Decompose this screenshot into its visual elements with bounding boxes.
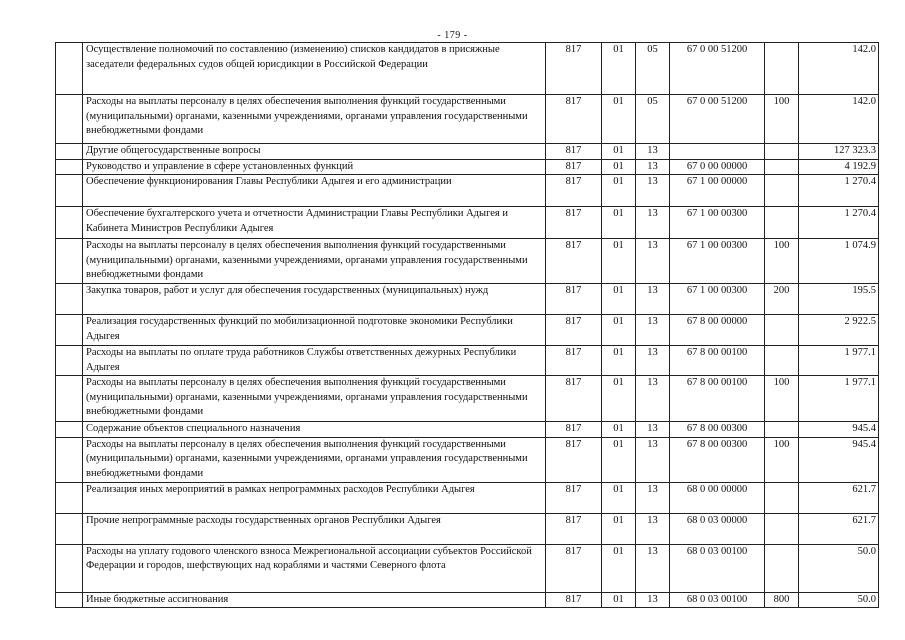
target-article-code: 67 8 00 00300 bbox=[670, 437, 765, 482]
ministry-code: 817 bbox=[546, 346, 602, 376]
page-number: - 179 - bbox=[437, 30, 468, 41]
subsection-code: 13 bbox=[636, 175, 670, 207]
section-code: 01 bbox=[602, 207, 636, 239]
target-article-code bbox=[670, 144, 765, 160]
row-blank-cell bbox=[56, 513, 83, 544]
amount-value: 1 977.1 bbox=[799, 346, 879, 376]
expense-type-code bbox=[765, 482, 799, 513]
table-row bbox=[56, 437, 879, 482]
expense-name: Иные бюджетные ассигнования bbox=[83, 592, 546, 608]
row-blank-cell bbox=[56, 43, 83, 95]
expense-name: Прочие непрограммные расходы государственных органов Республики Адыгея bbox=[83, 513, 546, 544]
expense-type-code bbox=[765, 544, 799, 592]
target-article-code: 67 0 00 51200 bbox=[670, 43, 765, 95]
row-blank-cell bbox=[56, 346, 83, 376]
amount-value: 142.0 bbox=[799, 95, 879, 144]
amount-value: 621.7 bbox=[799, 513, 879, 544]
amount-value: 945.4 bbox=[799, 422, 879, 438]
table-row bbox=[56, 144, 879, 160]
section-code: 01 bbox=[602, 95, 636, 144]
table-row bbox=[56, 376, 879, 422]
expense-type-code: 100 bbox=[765, 376, 799, 422]
section-code: 01 bbox=[602, 592, 636, 608]
amount-value: 621.7 bbox=[799, 482, 879, 513]
table-row bbox=[56, 544, 879, 592]
row-blank-cell bbox=[56, 437, 83, 482]
subsection-code: 13 bbox=[636, 513, 670, 544]
amount-value: 50.0 bbox=[799, 544, 879, 592]
section-code: 01 bbox=[602, 544, 636, 592]
amount-value: 50.0 bbox=[799, 592, 879, 608]
expense-type-code bbox=[765, 513, 799, 544]
ministry-code: 817 bbox=[546, 144, 602, 160]
row-blank-cell bbox=[56, 544, 83, 592]
section-code: 01 bbox=[602, 284, 636, 315]
amount-value: 1 270.4 bbox=[799, 207, 879, 239]
target-article-code: 68 0 03 00000 bbox=[670, 513, 765, 544]
amount-value: 127 323.3 bbox=[799, 144, 879, 160]
row-blank-cell bbox=[56, 175, 83, 207]
target-article-code: 68 0 03 00100 bbox=[670, 592, 765, 608]
subsection-code: 13 bbox=[636, 376, 670, 422]
subsection-code: 13 bbox=[636, 144, 670, 160]
row-blank-cell bbox=[56, 239, 83, 284]
section-code: 01 bbox=[602, 159, 636, 175]
subsection-code: 13 bbox=[636, 315, 670, 346]
expense-type-code bbox=[765, 207, 799, 239]
ministry-code: 817 bbox=[546, 175, 602, 207]
amount-value: 1 270.4 bbox=[799, 175, 879, 207]
ministry-code: 817 bbox=[546, 422, 602, 438]
amount-value: 1 074.9 bbox=[799, 239, 879, 284]
section-code: 01 bbox=[602, 239, 636, 284]
row-blank-cell bbox=[56, 482, 83, 513]
subsection-code: 13 bbox=[636, 422, 670, 438]
row-blank-cell bbox=[56, 207, 83, 239]
ministry-code: 817 bbox=[546, 482, 602, 513]
expense-name: Реализация государственных функций по мобилизационной подготовке экономики Республики Адыгея bbox=[83, 315, 546, 346]
table-row bbox=[56, 159, 879, 175]
expense-type-code bbox=[765, 159, 799, 175]
subsection-code: 13 bbox=[636, 207, 670, 239]
target-article-code: 68 0 03 00100 bbox=[670, 544, 765, 592]
ministry-code: 817 bbox=[546, 592, 602, 608]
subsection-code: 05 bbox=[636, 43, 670, 95]
amount-value: 195.5 bbox=[799, 284, 879, 315]
table-row bbox=[56, 175, 879, 207]
expense-name: Закупка товаров, работ и услуг для обеспечения государственных (муниципальных) нужд bbox=[83, 284, 546, 315]
table-body bbox=[56, 43, 879, 608]
ministry-code: 817 bbox=[546, 376, 602, 422]
expense-name: Осуществление полномочий по составлению (изменению) списков кандидатов в присяжные заседатели федеральных судов общей юрисдикции в Российской Федерации bbox=[83, 43, 546, 95]
row-blank-cell bbox=[56, 284, 83, 315]
target-article-code: 67 8 00 00100 bbox=[670, 346, 765, 376]
expense-type-code bbox=[765, 346, 799, 376]
target-article-code: 67 8 00 00100 bbox=[670, 376, 765, 422]
section-code: 01 bbox=[602, 43, 636, 95]
expense-name: Обеспечение функционирования Главы Республики Адыгея и его администрации bbox=[83, 175, 546, 207]
subsection-code: 13 bbox=[636, 159, 670, 175]
table-row bbox=[56, 95, 879, 144]
target-article-code: 67 0 00 51200 bbox=[670, 95, 765, 144]
amount-value: 945.4 bbox=[799, 437, 879, 482]
target-article-code: 67 1 00 00300 bbox=[670, 239, 765, 284]
expense-name: Расходы на выплаты персоналу в целях обеспечения выполнения функций государственными (муниципальными) органами, казенными учреждениями, органами управления государственными внебюджетными фондами bbox=[83, 437, 546, 482]
section-code: 01 bbox=[602, 144, 636, 160]
amount-value: 4 192.9 bbox=[799, 159, 879, 175]
ministry-code: 817 bbox=[546, 207, 602, 239]
table-row bbox=[56, 346, 879, 376]
expense-type-code: 800 bbox=[765, 592, 799, 608]
target-article-code: 67 1 00 00000 bbox=[670, 175, 765, 207]
table-row bbox=[56, 315, 879, 346]
expense-name: Руководство и управление в сфере установленных функций bbox=[83, 159, 546, 175]
section-code: 01 bbox=[602, 482, 636, 513]
subsection-code: 13 bbox=[636, 482, 670, 513]
table-row bbox=[56, 239, 879, 284]
section-code: 01 bbox=[602, 315, 636, 346]
ministry-code: 817 bbox=[546, 544, 602, 592]
ministry-code: 817 bbox=[546, 513, 602, 544]
target-article-code: 67 8 00 00300 bbox=[670, 422, 765, 438]
section-code: 01 bbox=[602, 422, 636, 438]
section-code: 01 bbox=[602, 346, 636, 376]
row-blank-cell bbox=[56, 376, 83, 422]
ministry-code: 817 bbox=[546, 43, 602, 95]
ministry-code: 817 bbox=[546, 159, 602, 175]
ministry-code: 817 bbox=[546, 284, 602, 315]
table-row bbox=[56, 513, 879, 544]
expense-type-code: 100 bbox=[765, 437, 799, 482]
expense-name: Расходы на выплаты персоналу в целях обеспечения выполнения функций государственными (муниципальными) органами, казенными учреждениями, органами управления государственными внебюджетными фондами bbox=[83, 95, 546, 144]
expense-type-code: 200 bbox=[765, 284, 799, 315]
expense-name: Другие общегосударственные вопросы bbox=[83, 144, 546, 160]
amount-value: 1 977.1 bbox=[799, 376, 879, 422]
expense-name: Содержание объектов специального назначения bbox=[83, 422, 546, 438]
table-row bbox=[56, 422, 879, 438]
row-blank-cell bbox=[56, 159, 83, 175]
table-row bbox=[56, 43, 879, 95]
subsection-code: 13 bbox=[636, 239, 670, 284]
table-row bbox=[56, 482, 879, 513]
target-article-code: 67 1 00 00300 bbox=[670, 207, 765, 239]
row-blank-cell bbox=[56, 422, 83, 438]
expense-name: Расходы на уплату годового членского взноса Межрегиональной ассоциации субъектов Российской Федерации и городов, шефствующих над кораблями и частями Северного флота bbox=[83, 544, 546, 592]
table-row bbox=[56, 207, 879, 239]
expense-type-code bbox=[765, 422, 799, 438]
expense-name: Расходы на выплаты персоналу в целях обеспечения выполнения функций государственными (муниципальными) органами, казенными учреждениями, органами управления государственными внебюджетными фондами bbox=[83, 239, 546, 284]
expense-name: Расходы на выплаты по оплате труда работников Службы ответственных дежурных Республики Адыгея bbox=[83, 346, 546, 376]
row-blank-cell bbox=[56, 144, 83, 160]
expense-type-code bbox=[765, 43, 799, 95]
target-article-code: 68 0 00 00000 bbox=[670, 482, 765, 513]
subsection-code: 13 bbox=[636, 437, 670, 482]
amount-value: 142.0 bbox=[799, 43, 879, 95]
section-code: 01 bbox=[602, 175, 636, 207]
row-blank-cell bbox=[56, 315, 83, 346]
expense-name: Расходы на выплаты персоналу в целях обеспечения выполнения функций государственными (муниципальными) органами, казенными учреждениями, органами управления государственными внебюджетными фондами bbox=[83, 376, 546, 422]
table-row bbox=[56, 284, 879, 315]
subsection-code: 13 bbox=[636, 544, 670, 592]
expense-type-code bbox=[765, 144, 799, 160]
subsection-code: 13 bbox=[636, 346, 670, 376]
ministry-code: 817 bbox=[546, 239, 602, 284]
subsection-code: 13 bbox=[636, 284, 670, 315]
budget-table bbox=[55, 42, 879, 608]
subsection-code: 13 bbox=[636, 592, 670, 608]
expense-name: Реализация иных мероприятий в рамках непрограммных расходов Республики Адыгея bbox=[83, 482, 546, 513]
section-code: 01 bbox=[602, 376, 636, 422]
expense-type-code bbox=[765, 175, 799, 207]
ministry-code: 817 bbox=[546, 315, 602, 346]
ministry-code: 817 bbox=[546, 437, 602, 482]
target-article-code: 67 0 00 00000 bbox=[670, 159, 765, 175]
expense-name: Обеспечение бухгалтерского учета и отчетности Администрации Главы Республики Адыгея и Кабинета Министров Республики Адыгея bbox=[83, 207, 546, 239]
ministry-code: 817 bbox=[546, 95, 602, 144]
section-code: 01 bbox=[602, 437, 636, 482]
target-article-code: 67 1 00 00300 bbox=[670, 284, 765, 315]
expense-type-code: 100 bbox=[765, 239, 799, 284]
subsection-code: 05 bbox=[636, 95, 670, 144]
expense-type-code bbox=[765, 315, 799, 346]
row-blank-cell bbox=[56, 592, 83, 608]
row-blank-cell bbox=[56, 95, 83, 144]
target-article-code: 67 8 00 00000 bbox=[670, 315, 765, 346]
expense-type-code: 100 bbox=[765, 95, 799, 144]
amount-value: 2 922.5 bbox=[799, 315, 879, 346]
table-row bbox=[56, 592, 879, 608]
section-code: 01 bbox=[602, 513, 636, 544]
